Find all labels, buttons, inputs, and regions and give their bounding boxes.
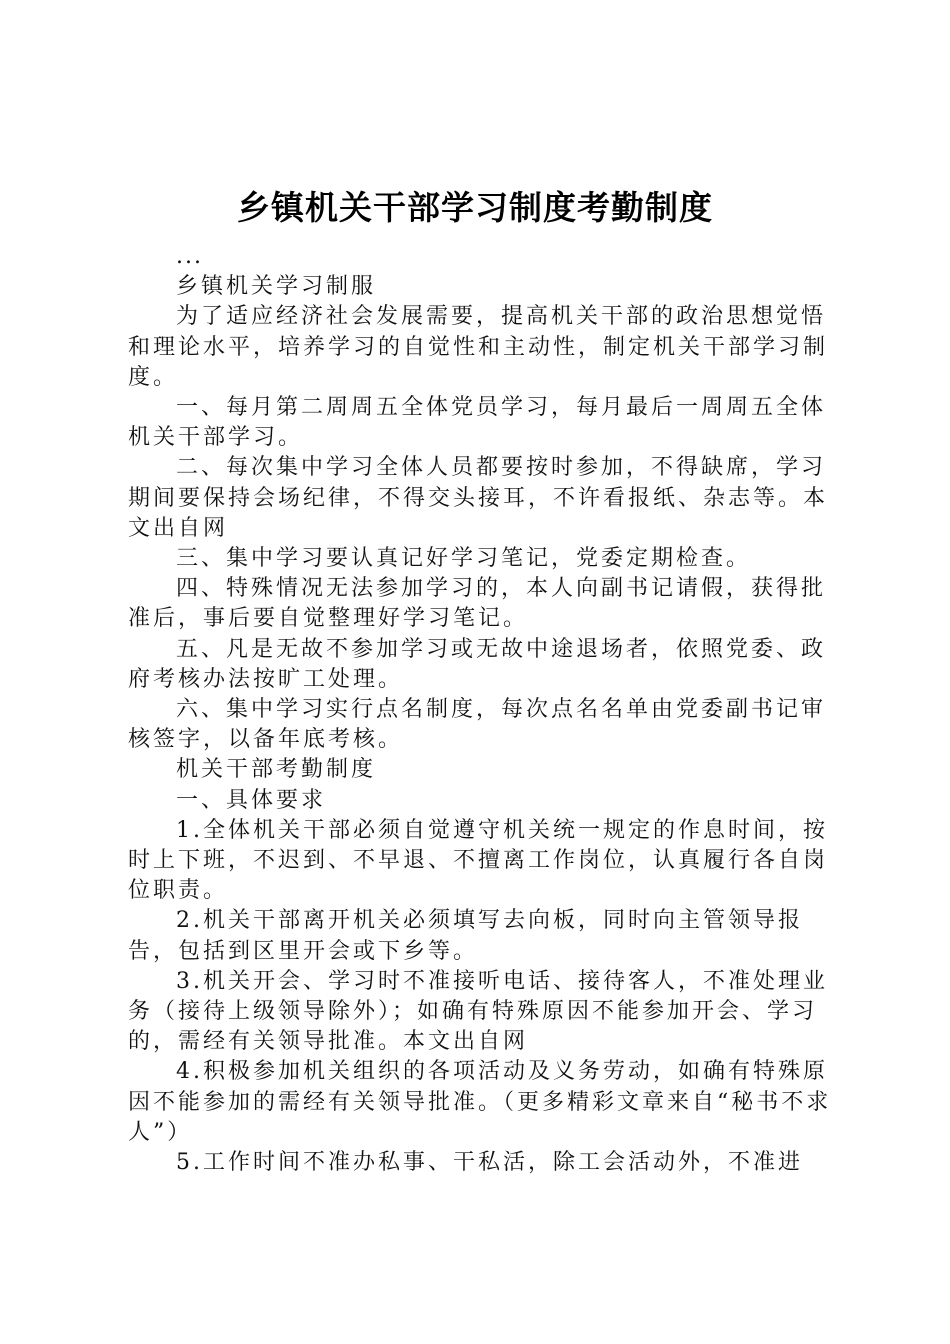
- paragraph-rule-3: 三、集中学习要认真记好学习笔记，党委定期检查。: [176, 546, 752, 572]
- document-title: 乡镇机关干部学习制度考勤制度: [237, 188, 713, 227]
- paragraph-requirement-1: 1.全体机关干部必须自觉遵守机关统一规定的作息时间，按时上下班，不迟到、不早退、不擅离工作岗位，认真履行各自岗位职责。: [128, 817, 829, 904]
- subheading-requirements: 一、具体要求: [176, 787, 327, 813]
- paragraph-rule-6: 六、集中学习实行点名制度，每次点名名单由党委副书记审核签字，以备年底考核。: [128, 697, 827, 753]
- paragraph-rule-1: 一、每月第二周周五全体党员学习，每月最后一周周五全体机关干部学习。: [128, 395, 827, 451]
- paragraph-rule-2: 二、每次集中学习全体人员都要按时参加，不得缺席，学习期间要保持会场纪律，不得交头接耳，不许看报纸、杂志等。本文出自网: [128, 455, 829, 541]
- section-heading-attendance: 机关干部考勤制度: [176, 757, 377, 783]
- paragraph-requirement-5: 5.工作时间不准办私事、干私活，除工会活动外，不准进: [176, 1150, 803, 1176]
- paragraph-requirement-2: 2.机关干部离开机关必须填写去向板，同时向主管领导报告，包括到区里开会或下乡等。: [128, 908, 803, 964]
- section-heading-study-system: 乡镇机关学习制服: [176, 274, 377, 300]
- paragraph-rule-5: 五、凡是无故不参加学习或无故中途退场者，依照党委、政府考核办法按旷工处理。: [128, 636, 827, 692]
- document-body: [128, 242, 838, 1178]
- paragraph-requirement-3: 3.机关开会、学习时不准接听电话、接待客人，不准处理业务（接待上级领导除外）；如确有特殊原因不能参加开会、学习的，需经有关领导批准。本文出自网: [128, 968, 828, 1055]
- paragraph-requirement-4: 4.积极参加机关组织的各项活动及义务劳动，如确有特殊原因不能参加的需经有关领导批准。（更多精彩文章来自“秘书不求人”）: [128, 1059, 832, 1145]
- paragraph-ellipsis: ...: [176, 244, 203, 269]
- paragraph-intro: 为了适应经济社会发展需要，提高机关干部的政治思想觉悟和理论水平，培养学习的自觉性和主动性，制定机关干部学习制度。: [128, 304, 829, 390]
- paragraph-rule-4: 四、特殊情况无法参加学习的，本人向副书记请假，获得批准后，事后要自觉整理好学习笔记。: [128, 576, 827, 632]
